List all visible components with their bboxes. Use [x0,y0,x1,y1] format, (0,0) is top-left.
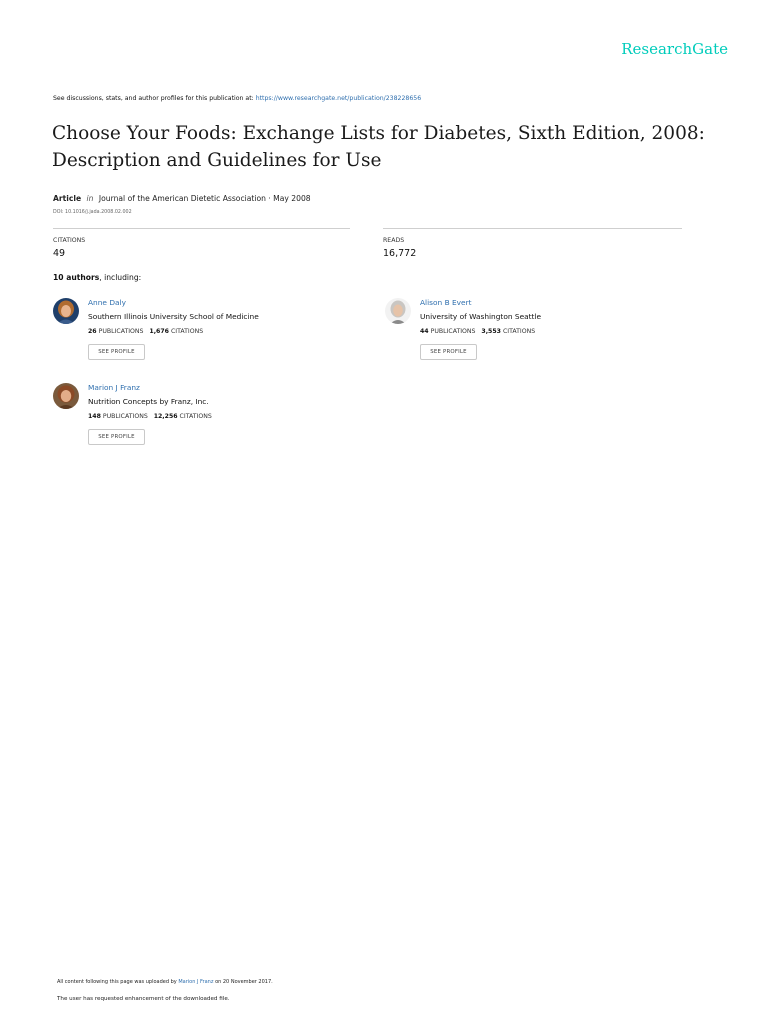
citations-label: CITATIONS [170,328,204,335]
enhancement-note: The user has requested enhancement of the downloaded file. [57,996,230,1002]
publications-label: PUBLICATIONS [430,328,476,335]
publications-count: 148 [88,413,101,420]
title-line-2: Description and Guidelines for Use [52,150,382,171]
authors-count-number: 10 authors [53,273,100,282]
uploaded-suffix: on 20 November 2017. [215,979,273,985]
reads-divider [383,228,682,229]
citations-value: 49 [53,248,66,259]
citations-label: CITATIONS [179,413,212,420]
uploader-link[interactable]: Marion J Franz [178,979,214,985]
publication-url-link[interactable]: https://www.researchgate.net/publication/238228656 [255,95,422,102]
article-type: Article [53,194,82,203]
citations-label: CITATIONS [53,237,86,244]
see-profile-button[interactable]: SEE PROFILE [88,344,145,360]
publications-count: 26 [88,328,97,335]
avatar[interactable] [53,383,79,409]
authors-count-suffix: , including: [99,273,142,282]
author-name-link[interactable]: Marion J Franz [88,383,140,392]
author-name-link[interactable]: Alison B Evert [420,298,472,307]
citations-label: CITATIONS [502,328,536,335]
see-discussions-text: See discussions, stats, and author profiles for this publication at: [53,95,254,102]
reads-value: 16,772 [383,248,417,259]
avatar[interactable] [385,298,411,324]
citations-count: 3,553 [481,328,501,335]
journal-name[interactable]: Journal of the American Dietetic Association · May 2008 [98,194,311,203]
researchgate-logo[interactable]: ResearchGate [621,40,728,58]
uploaded-prefix: All content following this page was uploaded by [57,979,177,985]
see-profile-button[interactable]: SEE PROFILE [420,344,477,360]
author-affiliation: Nutrition Concepts by Franz, Inc. [88,397,209,406]
see-discussions-line [53,95,733,102]
doi-text: DOI: 10.1016/j.jada.2008.02.002 [53,210,132,215]
publications-count: 44 [420,328,429,335]
citations-divider [53,228,350,229]
title-line-1: Choose Your Foods: Exchange Lists for Diabetes, Sixth Edition, 2008: [52,123,705,144]
author-affiliation: Southern Illinois University School of Medicine [88,312,259,321]
see-profile-button[interactable]: SEE PROFILE [88,429,145,445]
uploaded-by-line [57,979,273,985]
page-title [52,120,732,174]
author-stats [420,328,535,335]
citations-count: 12,256 [153,413,178,420]
citations-count: 1,676 [149,328,169,335]
in-word: in [86,194,94,203]
publications-label: PUBLICATIONS [98,328,144,335]
reads-label: READS [383,237,405,244]
author-stats [88,413,212,420]
publications-label: PUBLICATIONS [102,413,148,420]
author-affiliation: University of Washington Seattle [420,312,542,321]
authors-count [53,273,141,282]
article-meta [53,194,311,203]
avatar[interactable] [53,298,79,324]
author-name-link[interactable]: Anne Daly [88,298,126,307]
author-stats [88,328,203,335]
